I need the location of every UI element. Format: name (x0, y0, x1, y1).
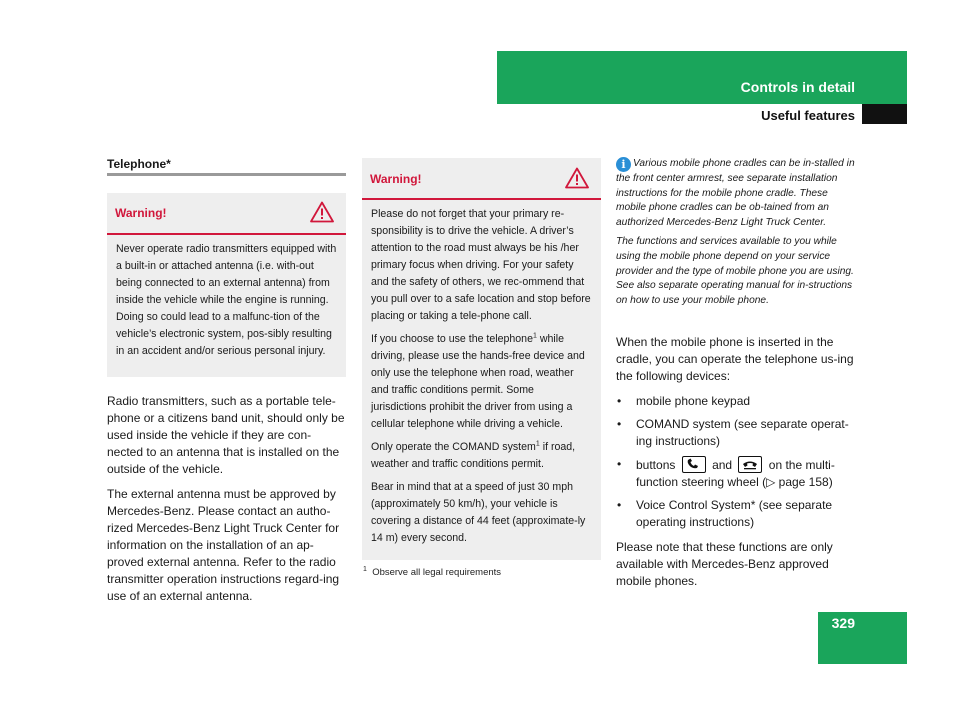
info-icon: i (616, 157, 631, 172)
warning-header (362, 158, 601, 200)
section-heading: Telephone* (107, 157, 171, 171)
warning-text: Never operate radio transmitters equipped with a built-in or attached antenna (i.e. with-out being connected to an external antenna) from inside the vehicle while the engine is running. Doing so could lead to a malfunc-tion of the vehicle’s electronic system, pos-sibly resulting in an accident and/or serious personal injury. (116, 243, 337, 357)
warning-label: Warning! (370, 172, 422, 186)
list-item: • Voice Control System* (see separate operating instructions) (616, 497, 860, 531)
warning-triangle-icon (310, 201, 334, 223)
warning-header (107, 193, 346, 235)
phone-accept-icon (682, 456, 706, 473)
warning-triangle-icon (565, 167, 589, 189)
header-band (497, 51, 907, 104)
paragraph: Bear in mind that at a speed of just 30 mph (approximately 50 km/h), your vehicle is covering a distance of 44 feet (approximate-ly 14 m) every second. (371, 481, 586, 544)
warning-label: Warning! (115, 206, 167, 220)
section-subtitle: Useful features (761, 108, 855, 123)
warning-box-radio (107, 193, 346, 377)
footnote-text: Observe all legal requirements (372, 567, 502, 578)
paragraph: Radio transmitters, such as a portable tele-phone or a citizens band unit, should only be used inside the vehicle if they are con-nected to an antenna that is installed on the outside of the vehicle. (107, 394, 345, 476)
chapter-title: Controls in detail (740, 79, 855, 95)
list-item: • buttons and on the multi-function steering wheel (▷ page 158) (616, 456, 860, 491)
subtitle-marker (862, 104, 907, 124)
note-paragraph: i Various mobile phone cradles can be in-stalled in the front center armrest, see separate installation instructions for the mobile phone cradle. These mobile phone cradles can be ob-tained from an authorized Mercedes-Benz Light Truck Center. (616, 158, 855, 228)
paragraph: Please do not forget that your primary re-sponsibility is to drive the vehicle. A driver’s attention to the road must always be his /her primary focus when driving. For your safety and the safety of others, we rec-ommend that you pull over to a safe location and stop before placing or taking a tele-phone call. (371, 208, 591, 322)
note-paragraph: The functions and services available to you while using the mobile phone depend on your service provider and the type of mobile phone you are using. See also separate operating manual for in-structions on how to use your mobile phone. (616, 236, 854, 306)
column-1-text (107, 393, 347, 613)
page-ref-arrow-icon: ▷ (766, 475, 776, 489)
paragraph: When the mobile phone is inserted in the cradle, you can operate the telephone us-ing the following devices: (616, 335, 854, 383)
list-item: • COMAND system (see separate operat-ing instructions) (616, 416, 860, 450)
section-rule (107, 173, 346, 176)
info-note (616, 157, 858, 313)
paragraph: Only operate the COMAND system$^1$ if road, weather and traffic conditions permit. (371, 440, 576, 470)
paragraph: The external antenna must be approved by Mercedes-Benz. Please contact an autho-rized Mercedes-Benz Light Truck Center for information on the installation of an ap-proved external antenna. Refer to the radio transmitter operation instructions regard-ing use of an external antenna. (107, 487, 340, 603)
phone-end-icon (738, 456, 762, 473)
footnote (363, 567, 599, 578)
warning-text (362, 200, 601, 561)
column-3-text (616, 334, 860, 598)
footnote-ref: 1 (535, 440, 540, 448)
list-item: • mobile phone keypad (616, 393, 860, 410)
device-list (616, 393, 860, 531)
page-number: 329 (831, 615, 855, 631)
paragraph: If you choose to use the telephone$^1$ while driving, please use the hands-free device and only use the telephone when road, weather and traffic conditions permit. Some jurisdictions prohibit the driver from using a cellular telephone while driving a vehicle. (371, 332, 585, 430)
footnote-ref: 1 (532, 332, 537, 340)
warning-box-driving (362, 158, 601, 560)
footnote-mark: 1 (363, 565, 367, 573)
paragraph: Please note that these functions are only available with Mercedes-Benz approved mobile phones. (616, 540, 833, 588)
